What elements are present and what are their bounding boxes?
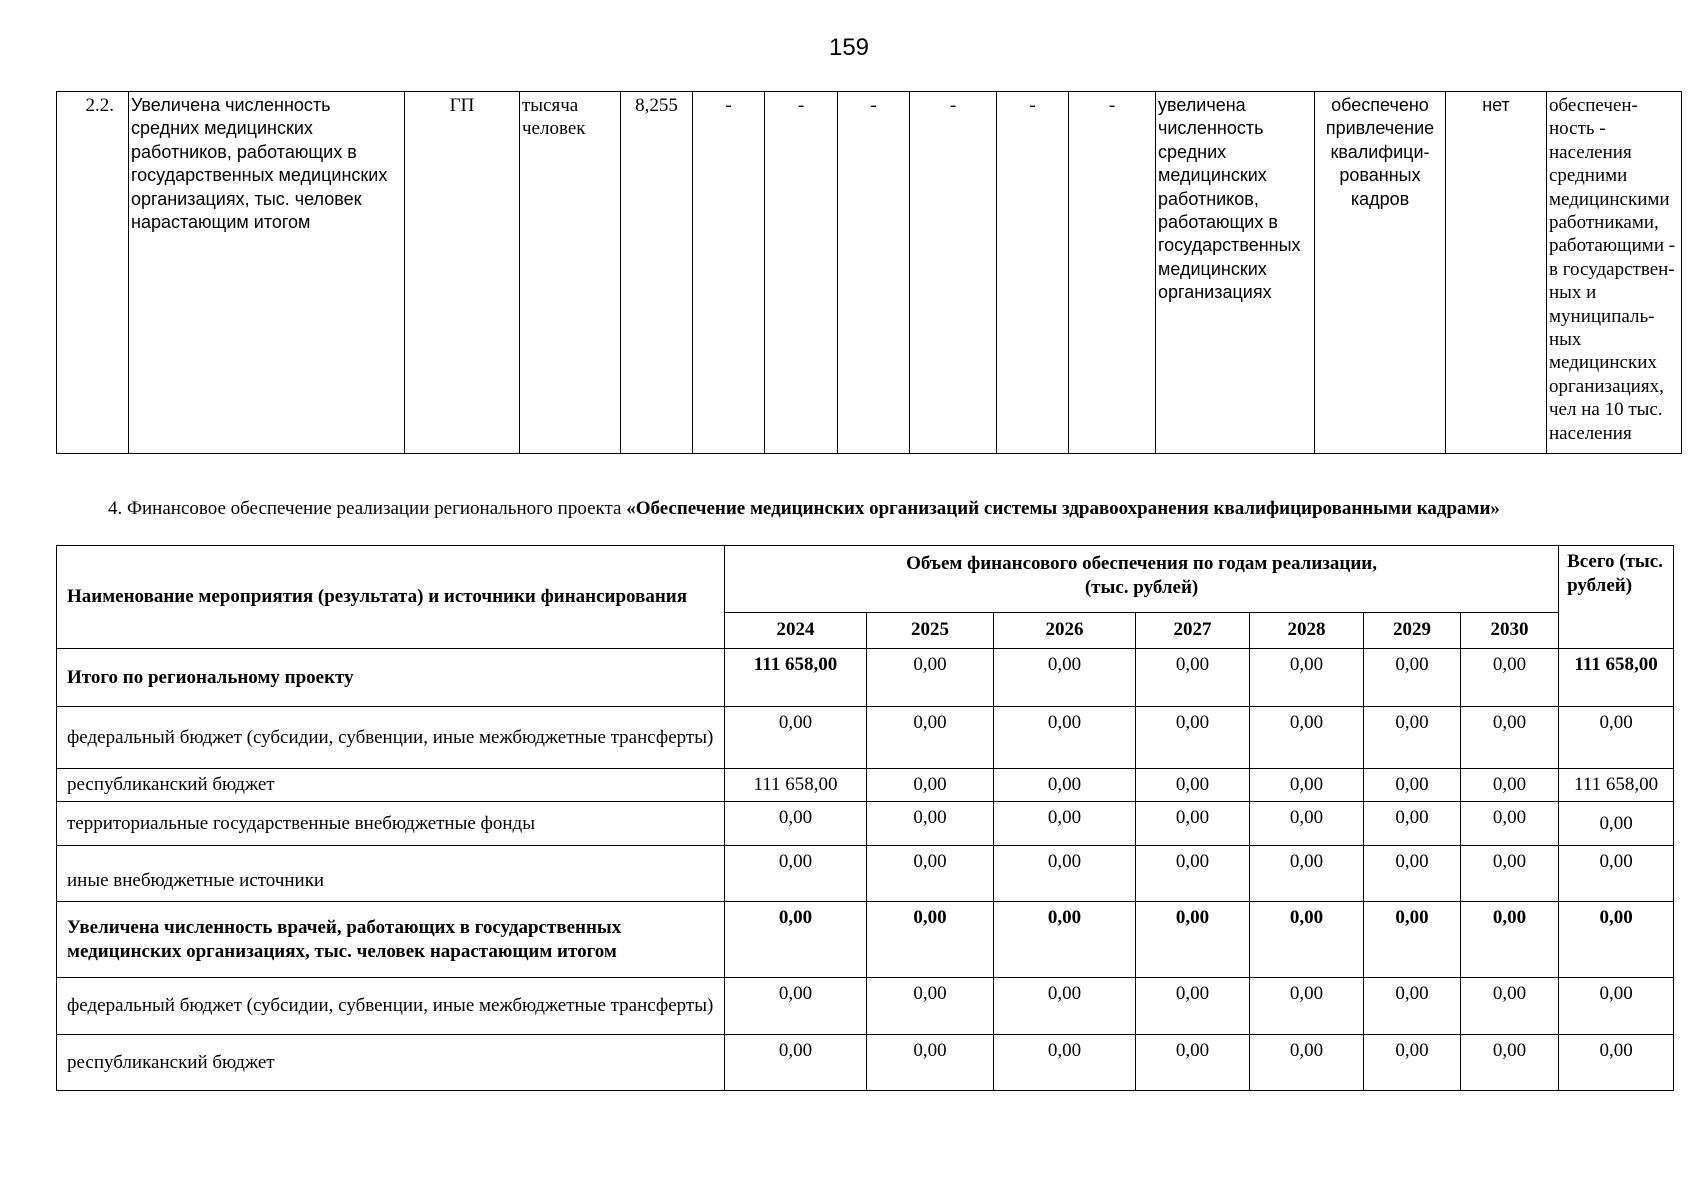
row-name: Увеличена численность врачей, работающих в государственных медицинских организациях, тыс. человек нарастающим итогом [57, 902, 725, 978]
total-cell: 111 658,00 [1559, 769, 1674, 802]
dash-cell: - [910, 92, 997, 454]
dash-cell: - [997, 92, 1069, 454]
value-cell: 0,00 [1250, 769, 1364, 802]
value-cell: 0,00 [1136, 769, 1250, 802]
value-cell: 0,00 [1136, 846, 1250, 902]
header-total: Всего (тыс. рублей) [1559, 546, 1674, 649]
year-header: 2030 [1461, 612, 1559, 648]
value-cell: 0,00 [1250, 707, 1364, 769]
value-cell: 0,00 [994, 902, 1136, 978]
header-volume [725, 546, 1559, 613]
value-cell: 0,00 [1364, 649, 1461, 707]
value-cell: 0,00 [867, 707, 994, 769]
dash-cell: - [765, 92, 838, 454]
value-cell: 0,00 [1364, 769, 1461, 802]
value-cell: 0,00 [725, 802, 867, 846]
value-cell: 0,00 [725, 902, 867, 978]
total-cell: 0,00 [1559, 902, 1674, 978]
dash-cell: - [693, 92, 765, 454]
value-cell: 0,00 [1136, 649, 1250, 707]
value-cell: 111 658,00 [725, 769, 867, 802]
value-cell: 0,00 [867, 769, 994, 802]
value-cell: 0,00 [1461, 769, 1559, 802]
value-cell: 0,00 [867, 1035, 994, 1091]
value-cell: 0,00 [1364, 902, 1461, 978]
row-name: республиканский бюджет [57, 1035, 725, 1091]
description-cell: увеличена численность средних медицинских работников, работающих в государственных медицинских организациях [1156, 92, 1315, 454]
value-cell: 0,00 [1461, 902, 1559, 978]
value-cell: 0,00 [1136, 802, 1250, 846]
page-number: 159 [828, 34, 870, 61]
value-cell: 0,00 [1250, 902, 1364, 978]
value-cell: 0,00 [725, 1035, 867, 1091]
value-cell: 0,00 [1461, 802, 1559, 846]
value-cell: 111 658,00 [725, 649, 867, 707]
value-cell: 0,00 [1364, 846, 1461, 902]
row-name: территориальные государственные внебюджетные фонды [57, 802, 725, 846]
value-cell: 0,00 [1250, 978, 1364, 1035]
table-row [57, 802, 1674, 846]
total-cell: 0,00 [1559, 1035, 1674, 1091]
value-cell: 0,00 [1461, 846, 1559, 902]
value-cell: 0,00 [725, 846, 867, 902]
value-cell: 0,00 [994, 707, 1136, 769]
value-cell: 0,00 [725, 707, 867, 769]
section-title: «Обеспечение медицинских организаций системы здравоохранения квалифицированными кадрами» [626, 498, 1500, 519]
value-cell: 0,00 [994, 769, 1136, 802]
value-cell: 0,00 [994, 846, 1136, 902]
year-header: 2028 [1250, 612, 1364, 648]
value-cell: 0,00 [1364, 978, 1461, 1035]
section-heading [108, 498, 1500, 520]
table-row [57, 902, 1674, 978]
table-row [57, 649, 1674, 707]
value-cell: 0,00 [1250, 649, 1364, 707]
value-cell: 0,00 [1364, 707, 1461, 769]
table-row [57, 978, 1674, 1035]
value-cell: 0,00 [867, 846, 994, 902]
header-row [57, 546, 1674, 613]
value-cell: 0,00 [1461, 978, 1559, 1035]
section-prefix: 4. Финансовое обеспечение реализации регионального проекта [108, 498, 627, 519]
value-cell: 0,00 [1461, 649, 1559, 707]
row-number: 2.2. [57, 92, 129, 454]
table-row [57, 769, 1674, 802]
total-cell: 0,00 [1559, 846, 1674, 902]
value-cell: 0,00 [1250, 802, 1364, 846]
year-header: 2026 [994, 612, 1136, 648]
result-indicator-table [56, 91, 1682, 454]
year-header: 2029 [1364, 612, 1461, 648]
header-name: Наименование мероприятия (результата) и источники финансирования [57, 546, 725, 649]
value-cell: 0,00 [1250, 846, 1364, 902]
row-name: иные внебюджетные источники [57, 846, 725, 902]
value-cell: 0,00 [1250, 1035, 1364, 1091]
row-name: Итого по региональному проекту [57, 649, 725, 707]
value-cell: 0,00 [994, 802, 1136, 846]
effect-cell: обеспечено привлечение квалифици-рованных кадров [1315, 92, 1446, 454]
unit-cell: тысяча человек [520, 92, 621, 454]
dash-cell: - [838, 92, 910, 454]
value-cell: 0,00 [1136, 978, 1250, 1035]
value-cell: 0,00 [1364, 802, 1461, 846]
value-cell: 0,00 [867, 649, 994, 707]
level-cell: ГП [405, 92, 520, 454]
value-cell: 0,00 [1364, 1035, 1461, 1091]
year-header: 2024 [725, 612, 867, 648]
result-name: Увеличена численность средних медицинских работников, работающих в государственных медицинских организациях, тыс. человек нарастающим итогом [129, 92, 405, 454]
year-header: 2027 [1136, 612, 1250, 648]
row-name: федеральный бюджет (субсидии, субвенции, иные межбюджетные трансферты) [57, 978, 725, 1035]
row-name: федеральный бюджет (субсидии, субвенции, иные межбюджетные трансферты) [57, 707, 725, 769]
year-header: 2025 [867, 612, 994, 648]
value-cell: 0,00 [1136, 707, 1250, 769]
row-name: республиканский бюджет [57, 769, 725, 802]
total-cell: 0,00 [1559, 978, 1674, 1035]
value-cell: 0,00 [1461, 1035, 1559, 1091]
value-cell: 0,00 [1136, 1035, 1250, 1091]
value-cell: 0,00 [725, 978, 867, 1035]
indicator-cell: обеспечен-ность - населения средними медицинскими работниками, работающими - в государствен-ных и муниципаль-ных медицинских организациях, чел на 10 тыс. населения [1547, 92, 1682, 454]
value-cell: 0,00 [994, 1035, 1136, 1091]
flag-cell: нет [1446, 92, 1547, 454]
value-cell: 0,00 [994, 978, 1136, 1035]
value-cell: 0,00 [1136, 902, 1250, 978]
dash-cell: - [1069, 92, 1156, 454]
value-cell: 0,00 [1461, 707, 1559, 769]
total-cell: 111 658,00 [1559, 649, 1674, 707]
base-value-cell: 8,255 [621, 92, 693, 454]
table-row [57, 846, 1674, 902]
total-cell: 0,00 [1559, 707, 1674, 769]
header-volume-line1: Объем финансового обеспечения по годам реализации, [906, 553, 1378, 574]
value-cell: 0,00 [994, 649, 1136, 707]
value-cell: 0,00 [867, 902, 994, 978]
finance-table [56, 545, 1674, 1091]
total-cell: 0,00 [1559, 802, 1674, 846]
value-cell: 0,00 [867, 978, 994, 1035]
table-row [57, 1035, 1674, 1091]
table-row [57, 92, 1682, 454]
header-volume-line2: (тыс. рублей) [1084, 577, 1199, 598]
value-cell: 0,00 [867, 802, 994, 846]
table-row [57, 707, 1674, 769]
